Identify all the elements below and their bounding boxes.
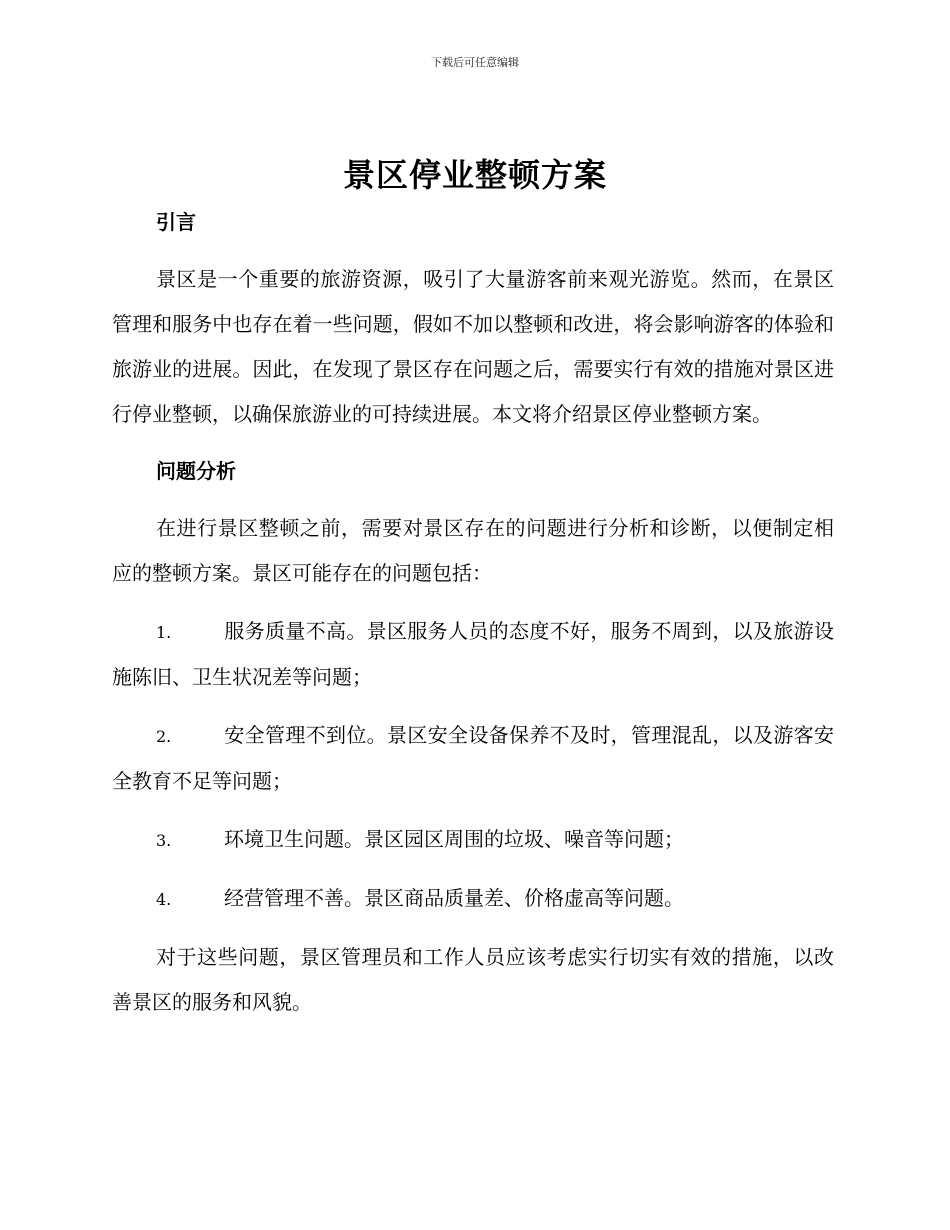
list-item-text: 经营管理不善。景区商品质量差、价格虚高等问题。 bbox=[224, 886, 684, 910]
section-heading-problem-analysis: 问题分析 bbox=[156, 459, 236, 483]
analysis-intro-paragraph: 在进行景区整顿之前，需要对景区存在的问题进行分析和诊断，以便制定相应的整顿方案。景区可能存在的问题包括： bbox=[112, 516, 834, 585]
list-item bbox=[112, 876, 834, 922]
list-item-text: 环境卫生问题。景区园区周围的垃圾、噪音等问题； bbox=[224, 827, 684, 851]
list-item-number: 2. bbox=[156, 727, 172, 746]
list-item-number: 3. bbox=[156, 831, 172, 850]
list-item-number: 4. bbox=[156, 890, 172, 909]
list-item-number: 1. bbox=[156, 623, 172, 642]
intro-paragraph: 景区是一个重要的旅游资源，吸引了大量游客前来观光游览。然而，在景区管理和服务中也存在着一些问题，假如不加以整顿和改进，将会影响游客的体验和旅游业的进展。因此，在发现了景区存在问题之后，需要实行有效的措施对景区进行停业整顿，以确保旅游业的可持续进展。本文将介绍景区停业整顿方案。 bbox=[112, 267, 834, 426]
list-item-text: 服务质量不高。景区服务人员的态度不好，服务不周到，以及旅游设施陈旧、卫生状况差等问题； bbox=[112, 619, 834, 689]
page-header: 下载后可任意编辑 bbox=[431, 56, 519, 69]
document-title: 景区停业整顿方案 bbox=[342, 156, 607, 194]
list-item bbox=[112, 609, 834, 700]
list-item bbox=[112, 713, 834, 804]
analysis-conclusion-paragraph: 对于这些问题，景区管理员和工作人员应该考虑实行切实有效的措施，以改善景区的服务和风貌。 bbox=[112, 945, 834, 1014]
list-item bbox=[112, 817, 834, 863]
document-body bbox=[112, 200, 834, 1025]
list-item-text: 安全管理不到位。景区安全设备保养不及时，管理混乱，以及游客安全教育不足等问题； bbox=[112, 723, 834, 793]
section-heading-intro: 引言 bbox=[156, 210, 196, 234]
